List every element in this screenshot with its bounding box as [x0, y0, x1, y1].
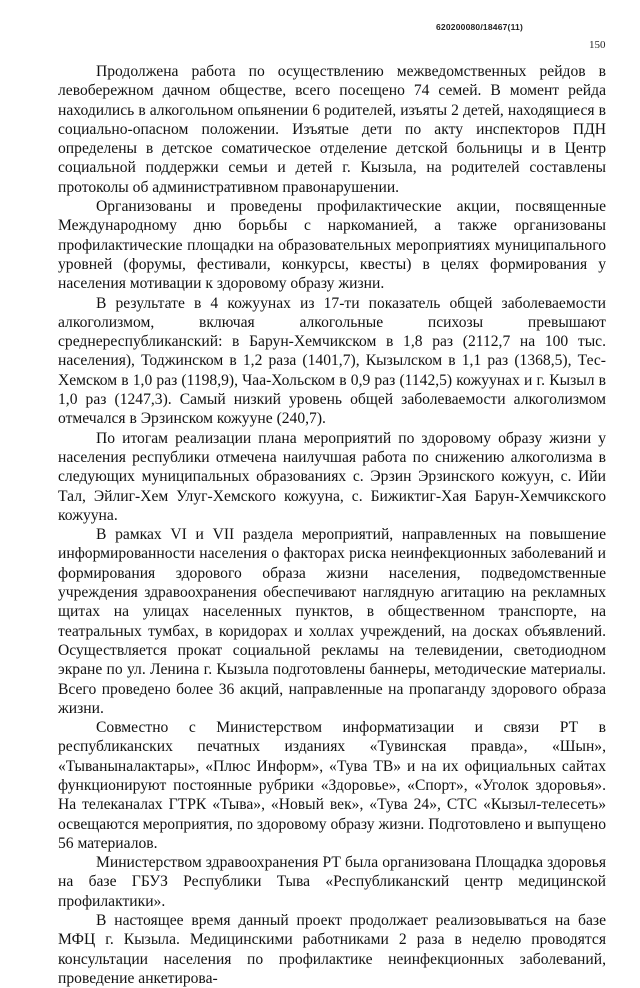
paragraph-mfc-project: В настоящее время данный проект продолжает реализовываться на базе МФЦ г. Кызыла. Медицинскими работниками 2 раза в неделю проводятся консультации населения по профилактике неинфекционных заболеваний, проведение анкетирова- [58, 912, 606, 987]
paragraph-raids: Продолжена работа по осуществлению межведомственных рейдов в левобережном дачном обществе, всего посещено 74 семей. В момент рейда находились в алкогольном опьянении 6 родителей, изъяты 2 детей, находящиеся в социально-опасном положении. Изъятые дети по акту инспекторов ПДН определены в детское соматическое отделение детской больницы и в Центр социальной поддержки семьи и детей г. Кызыла, на родителей составлены протоколы об административном правонарушении. [58, 63, 606, 196]
document-id: 620200080/18467(11) [436, 22, 523, 32]
page-number: 150 [589, 39, 606, 51]
paragraph-alcoholism-stats: В результате в 4 кожуунах из 17-ти показатель общей заболеваемости алкоголизмом, включая алкогольные психозы превышают среднереспубликанский: в Барун-Хемчикском в 1,8 раз (2112,7 на 100 тыс. населения), Тоджинском в 1,2 раза (1401,7), Кызылском в 1,1 раз (1368,5), Тес-Хемском в 1,0 раз (1198,9), Чаа-Хольском в 0,9 раз (1142,5) кожуунах и г. Кызыл в 1,0 раз (1247,3). Самый низкий уровень общей заболеваемости алкоголизмом отмечался в Эрзинском кожууне (240,7). [58, 294, 606, 428]
paragraph-media: Совместно с Министерством информатизации и связи РТ в республиканских печатных изданиях «Тувинская правда», «Шын», «Тываныналактары», «Плюс Информ», «Тува ТВ» и на их официальных сайтах функционируют постоянные рубрики «Здоровье», «Спорт», «Уголок здоровья». На телеканалах ГТРК «Тыва», «Новый век», «Тува 24», СТС «Кызыл-телесеть» освещаются мероприятия, по здоровому образу жизни. Подготовлено и выпущено 56 материалов. [58, 719, 606, 852]
paragraph-awareness: В рамках VI и VII раздела мероприятий, направленных на повышение информированности населения о факторах риска неинфекционных заболеваний и формирования здорового образа жизни населения, подведомственные учреждения здравоохранения обеспечивают наглядную агитацию на рекламных щитах на улицах населенных пунктов, в общественном транспорте, на театральных тумбах, в коридорах и холлах учреждений, на досках объявлений. Осуществляется прокат социальной рекламы на телевидении, светодиодном экране по ул. Ленина г. Кызыла подготовлены баннеры, методические материалы. Всего проведено более 36 акций, направленные на пропаганду здорового образа жизни. [58, 526, 606, 717]
paragraph-health-platform: Министерством здравоохранения РТ была организована Площадка здоровья на базе ГБУЗ Республики Тыва «Республиканский центр медицинской профилактики». [58, 854, 606, 910]
paragraph-campaigns: Организованы и проведены профилактические акции, посвященные Международному дню борьбы с наркоманией, а также организованы профилактические площадки на образовательных мероприятиях муниципального уровней (форумы, фестивали, конкурсы, квесты) в целях формирования у населения мотивации к здоровому образу жизни. [58, 198, 606, 293]
body-text [58, 62, 606, 988]
paragraph-best-results: По итогам реализации плана мероприятий по здоровому образу жизни у населения республики отмечена наилучшая работа по снижению алкоголизма в следующих муниципальных образованиях с. Эрзин Эрзинского кожуун, с. Ийи Тал, Эйлиг-Хем Улуг-Хемского кожууна, с. Бижиктиг-Хая Барун-Хемчикского кожууна. [58, 429, 606, 524]
